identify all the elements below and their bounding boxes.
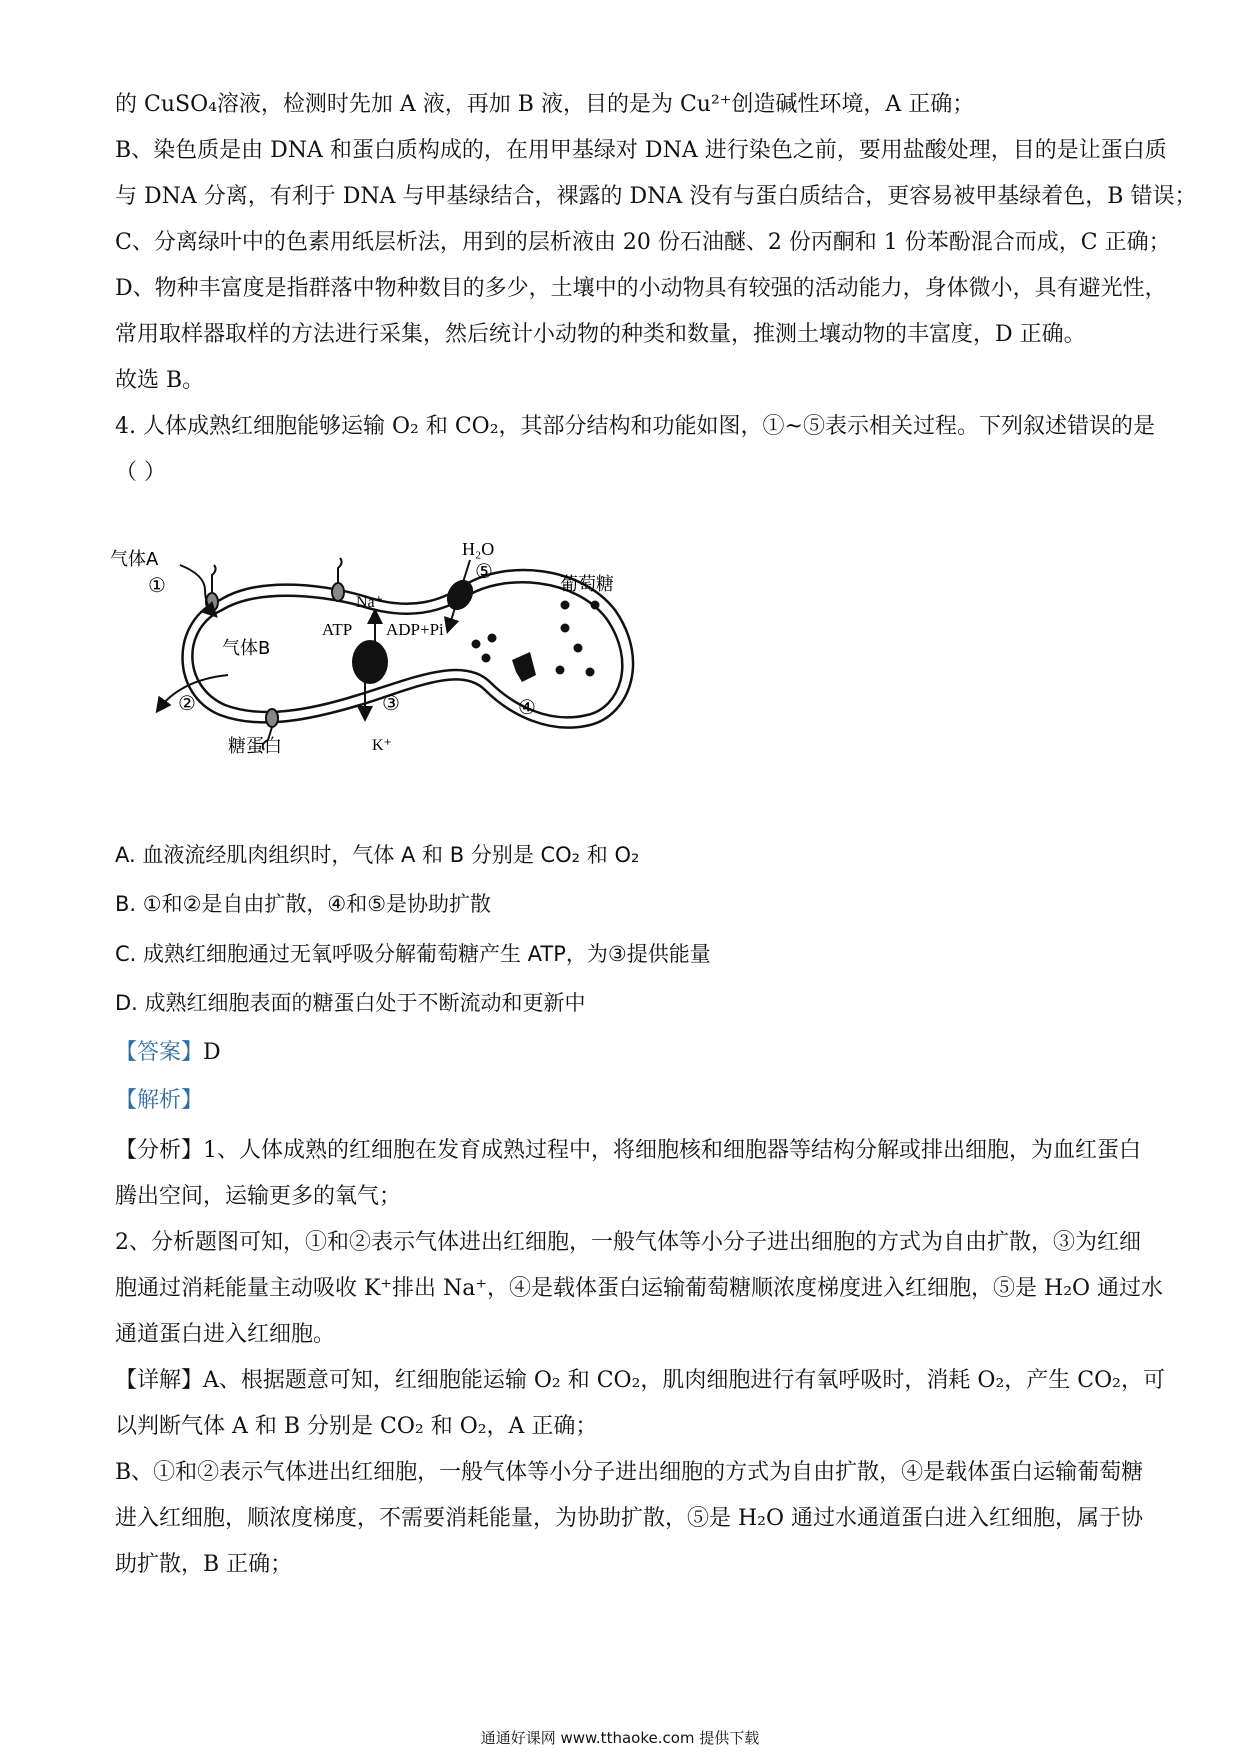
option-a: A. 血液流经肌肉组织时，气体 A 和 B 分别是 CO₂ 和 O₂ [115, 843, 640, 867]
red-blood-cell-diagram [110, 540, 710, 815]
answer-value: D [203, 1040, 221, 1065]
text-line: B、染色质是由 DNA 和蛋白质构成的，在用甲基绿对 DNA 进行染色之前，要用盐酸处理，目的是让蛋白质 [115, 138, 1167, 163]
question-stem: 4. 人体成熟红细胞能够运输 O₂ 和 CO₂，其部分结构和功能如图，①~⑤表示相关过程。下列叙述错误的是 [115, 414, 1155, 439]
text-line: C、分离绿叶中的色素用纸层析法，用到的层析液由 20 份石油醚、2 份丙酮和 1 份苯酚混合而成，C 正确； [115, 230, 1171, 255]
text-line: B、①和②表示气体进出红细胞，一般气体等小分子进出细胞的方式为自由扩散，④是载体蛋白运输葡萄糖 [115, 1460, 1144, 1485]
atp-label: ATP [322, 620, 353, 639]
sodium-potassium-pump [352, 640, 388, 684]
h2o-label: H₂O [462, 540, 495, 559]
step-4-label: ④ [518, 695, 536, 719]
text-line: 以判断气体 A 和 B 分别是 CO₂ 和 O₂，A 正确； [115, 1414, 598, 1439]
analysis-tag: 【解析】 [115, 1088, 204, 1113]
text-line: D、物种丰富度是指群落中物种数目的多少，土壤中的小动物具有较强的活动能力，身体微小，具有避光性， [115, 276, 1167, 301]
text-line: 腾出空间，运输更多的氧气； [115, 1184, 402, 1209]
step-2-label: ② [178, 691, 196, 715]
gas-a-label: 气体A [110, 549, 159, 570]
text-line: 与 DNA 分离，有利于 DNA 与甲基绿结合，裸露的 DNA 没有与蛋白质结合，更容易被甲基绿着色，B 错误； [115, 184, 1197, 209]
text-line: 助扩散，B 正确； [115, 1552, 293, 1577]
page-footer: 通通好课网 www.tthaoke.com 提供下载 [480, 1729, 760, 1747]
text-line: 2、分析题图可知，①和②表示气体进出红细胞，一般气体等小分子进出细胞的方式为自由扩散，③为红细 [115, 1230, 1142, 1255]
text-block-analysis [115, 1128, 1165, 1588]
glucose-molecules [472, 601, 600, 677]
text-line: 【分析】1、人体成熟的红细胞在发育成熟过程中，将细胞核和细胞器等结构分解或排出细胞，为血红蛋白 [115, 1138, 1142, 1163]
gas-b-label: 气体B [222, 638, 271, 659]
answer-blank: （ ） [115, 460, 166, 485]
adp-label: ADP+Pi [386, 620, 444, 639]
text-line: 的 CuSO₄溶液，检测时先加 A 液，再加 B 液，目的是为 Cu²⁺创造碱性环境，A 正确； [115, 92, 975, 117]
glycoprotein-label: 糖蛋白 [228, 736, 282, 757]
answer-line [115, 1030, 1135, 1076]
gas-a-arrow [180, 565, 215, 615]
option-d: D. 成熟红细胞表面的糖蛋白处于不断流动和更新中 [115, 991, 586, 1015]
analysis-line [115, 1078, 1135, 1124]
text-line: 故选 B。 [115, 368, 205, 393]
step-3-label: ③ [382, 691, 400, 715]
glucose-label: 葡萄糖 [560, 574, 614, 595]
text-line: 常用取样器取样的方法进行采集，然后统计小动物的种类和数量，推测土壤动物的丰富度，D 正确。 [115, 322, 1086, 347]
option-b: B. ①和②是自由扩散，④和⑤是协助扩散 [115, 892, 492, 916]
step-5-label: ⑤ [475, 559, 493, 583]
text-block-top [115, 82, 1197, 496]
step-1-label: ① [148, 573, 166, 597]
text-line: 胞通过消耗能量主动吸收 K⁺排出 Na⁺，④是载体蛋白运输葡萄糖顺浓度梯度进入红细胞，⑤是 H₂O 通过水 [115, 1276, 1164, 1301]
na-label: Na⁺ [356, 594, 384, 611]
text-line: 通道蛋白进入红细胞。 [115, 1322, 336, 1347]
option-c: C. 成熟红细胞通过无氧呼吸分解葡萄糖产生 ATP，为③提供能量 [115, 942, 711, 966]
answer-tag: 【答案】 [115, 1040, 204, 1065]
text-line: 【详解】A、根据题意可知，红细胞能运输 O₂ 和 CO₂，肌肉细胞进行有氧呼吸时，消耗 O₂，产生 CO₂，可 [115, 1368, 1165, 1393]
k-label: K⁺ [372, 737, 392, 754]
glucose-carrier-protein [512, 652, 536, 682]
text-line: 进入红细胞，顺浓度梯度，不需要消耗能量，为协助扩散，⑤是 H₂O 通过水通道蛋白进入红细胞，属于协 [115, 1506, 1144, 1531]
